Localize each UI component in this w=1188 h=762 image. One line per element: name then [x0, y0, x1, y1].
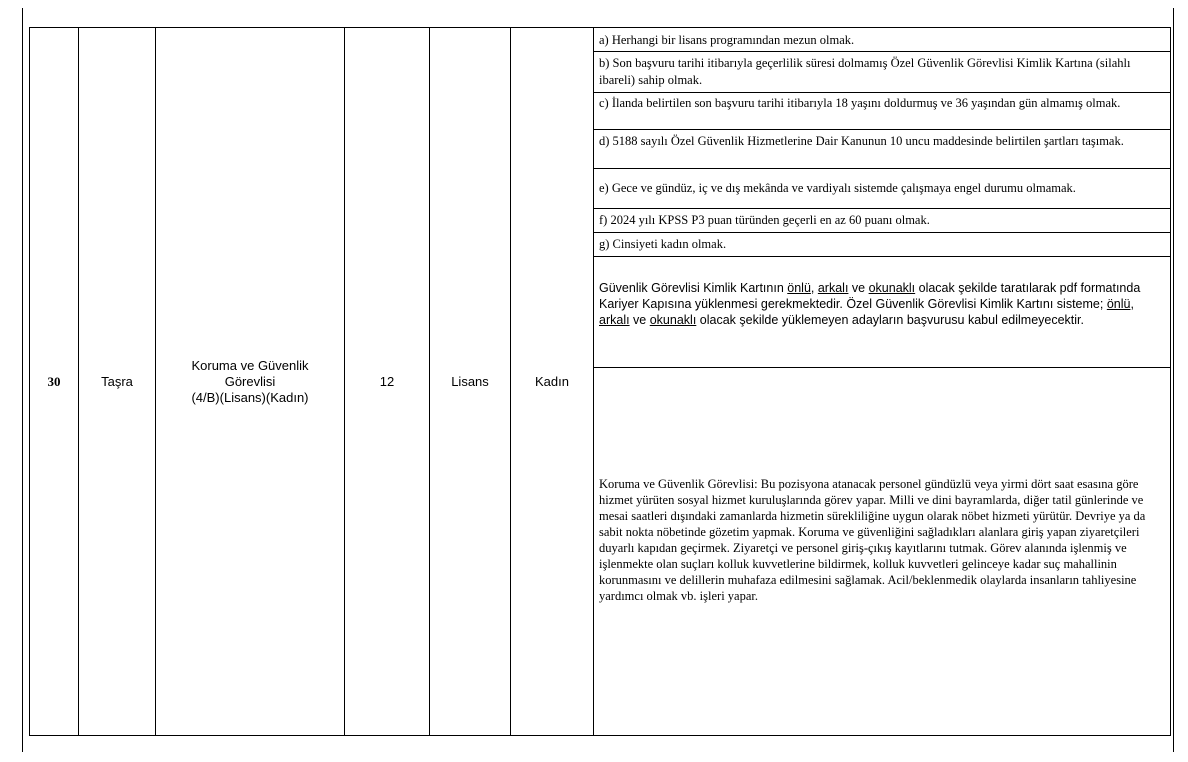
- gender-cell: Kadın: [535, 373, 569, 389]
- position-cell: [156, 28, 344, 735]
- education-cell: Lisans: [451, 373, 489, 389]
- quota-cell: 12: [379, 373, 395, 389]
- col-divider: [593, 27, 594, 736]
- page-left-border: [22, 8, 23, 752]
- position-title-line1: Koruma ve Güvenlik: [191, 357, 309, 373]
- requirement-b: b) Son başvuru tarihi itibarıyla geçerlilik süresi dolmamış Özel Güvenlik Görevlisi Kimlik Kartına (silahlı ibareli) sahip olmak.: [599, 56, 1131, 87]
- upload-note-underlined: arkalı: [599, 313, 630, 327]
- upload-note: [599, 280, 1164, 328]
- row-divider: [593, 92, 1171, 93]
- row-divider: [593, 51, 1171, 52]
- upload-note-text: ve: [848, 281, 869, 295]
- upload-note-underlined: okunaklı: [868, 281, 916, 295]
- upload-note-text: ,: [1130, 297, 1134, 311]
- position-title-line3: (4/B)(Lisans)(Kadın): [191, 389, 309, 405]
- upload-note-text: ,: [810, 281, 818, 295]
- row-divider: [593, 256, 1171, 257]
- table-bottom-border: [29, 735, 1171, 736]
- upload-note-text: ve: [629, 313, 650, 327]
- page-right-border: [1173, 8, 1174, 752]
- upload-note-underlined: arkalı: [817, 281, 849, 295]
- upload-note-text: olacak şekilde yüklemeyen adayların başvurusu kabul edilmeyecektir.: [696, 313, 1084, 327]
- upload-note-underlined: okunaklı: [649, 313, 697, 327]
- row-number: 30: [47, 373, 61, 389]
- job-description: Koruma ve Güvenlik Görevlisi: Bu pozisyona atanacak personel gündüzlü veya yirmi dört saat esasına göre hizmet yürüten sosyal hizmet kuruluşlarında görev yapar. Milli ve dini bayramlarda, diğer tatil günlerinde ve mesai saatleri dışındaki zamanlarda hizmetin sürekliliğine uygun olarak nöbet hizmeti yürütür. Devriye ya da sabit nokta nöbetinde gözetim yapmak. Koruma ve güvenliğini sağladıkları alanlara giriş yapan ziyaretçileri duyarlı kapıdan geçirmek. Ziyaretçi ve personel giriş-çıkış kayıtlarını tutmak. Görev alanında işlenmiş ve işlenmekte olan suçları kolluk kuvvetlerine bildirmek, kolluk kuvvetleri gelinceye kadar suç mahallinin korunmasını ve delillerin muhafaza edilmesini sağlamak. Acil/beklenmedik olaylarda insanların tahliyesine yardımcı olmak vb. işleri yapar.: [599, 477, 1146, 603]
- requirement-g: g) Cinsiyeti kadın olmak.: [599, 237, 727, 251]
- requirement-d: d) 5188 sayılı Özel Güvenlik Hizmetlerine Dair Kanunun 10 uncu maddesinde belirtilen şartları taşımak.: [599, 134, 1124, 148]
- upload-note-text: olacak şekilde taratılarak pdf formatında Kariyer Kapısına yüklenmesi gerekmektedir. Özel Güvenlik Görevlisi Kimlik Kartını sisteme;: [599, 281, 1141, 311]
- row-divider: [593, 208, 1171, 209]
- row-divider: [593, 232, 1171, 233]
- row-divider: [593, 129, 1171, 130]
- location-cell: Taşra: [101, 373, 133, 389]
- row-divider: [593, 367, 1171, 368]
- upload-note-underlined: önlü: [787, 281, 811, 295]
- upload-note-underlined: önlü: [1106, 297, 1131, 311]
- position-title-line2: Görevlisi: [224, 373, 276, 389]
- col-divider: [1170, 27, 1171, 736]
- requirement-a: a) Herhangi bir lisans programından mezun olmak.: [599, 33, 855, 47]
- requirement-f: f) 2024 yılı KPSS P3 puan türünden geçerli en az 60 puanı olmak.: [599, 213, 930, 227]
- requirement-e: e) Gece ve gündüz, iç ve dış mekânda ve vardiyalı sistemde çalışmaya engel durumu olmamak.: [599, 181, 1076, 195]
- upload-note-text: Güvenlik Görevlisi Kimlik Kartının: [599, 281, 788, 295]
- row-divider: [593, 168, 1171, 169]
- requirement-c: c) İlanda belirtilen son başvuru tarihi itibarıyla 18 yaşını doldurmuş ve 36 yaşından gün almamış olmak.: [599, 96, 1121, 110]
